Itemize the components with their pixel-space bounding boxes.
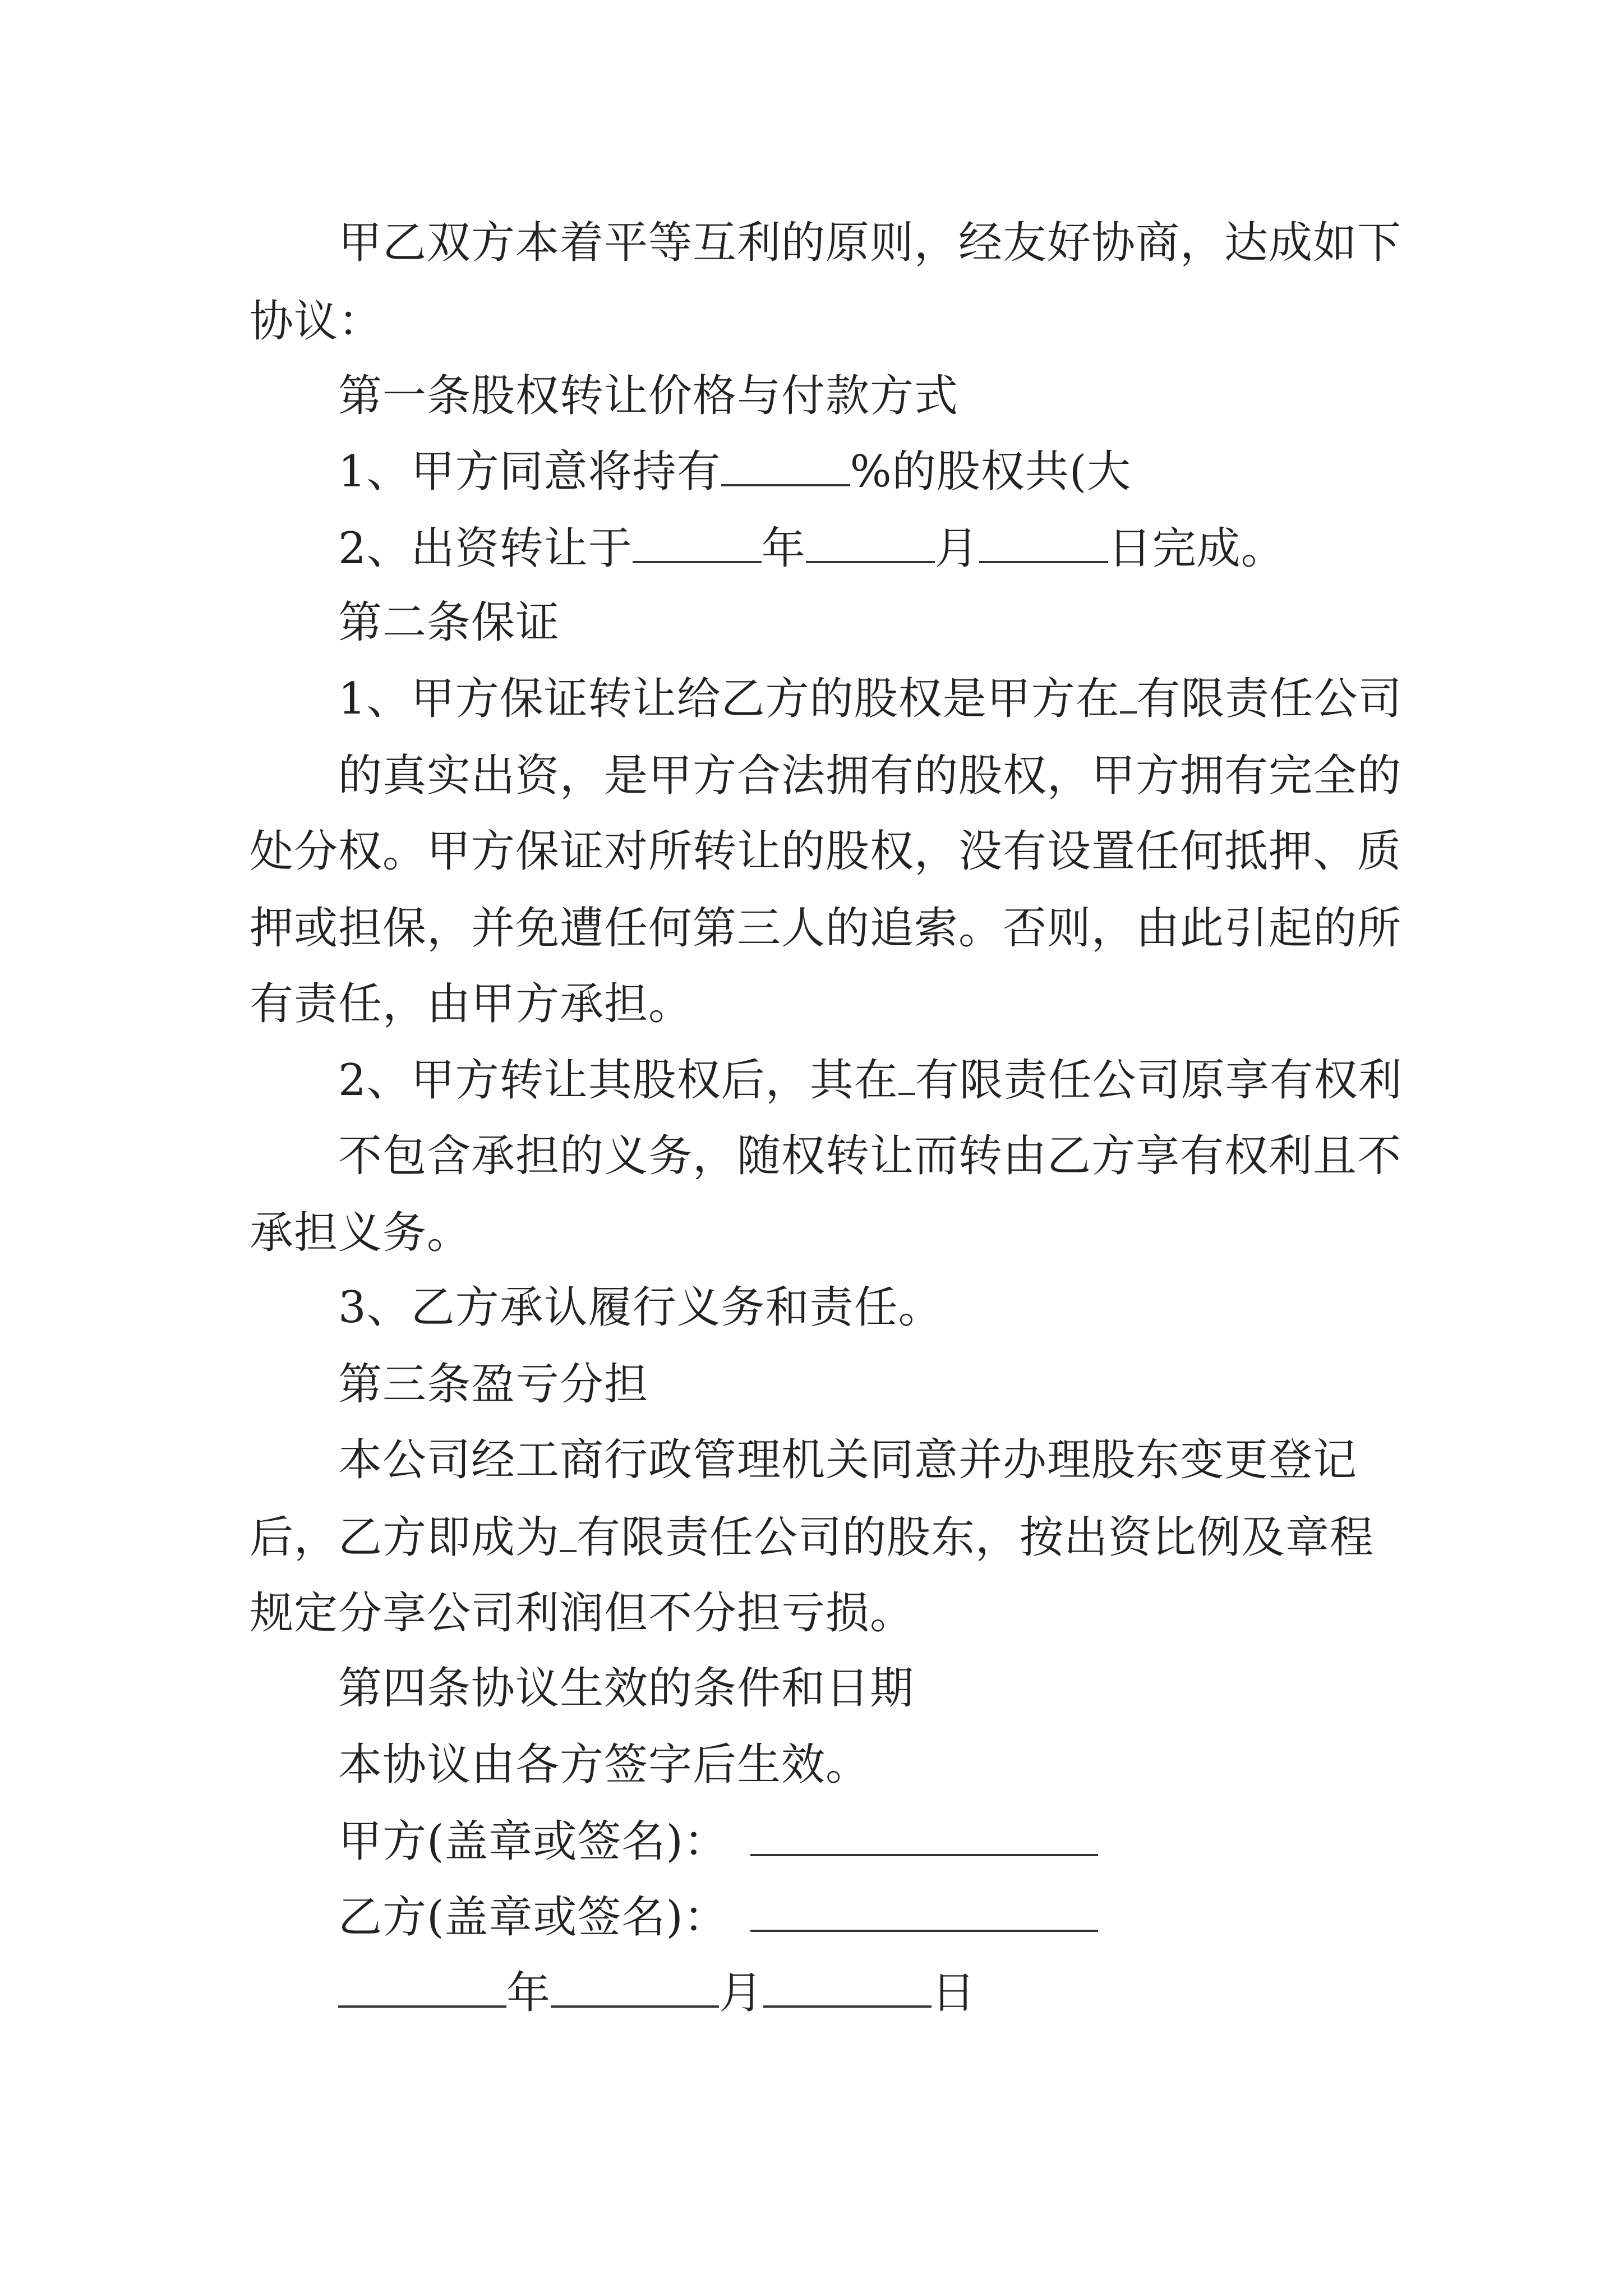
signing-date-line [338, 1966, 976, 2020]
intro-text-1: 甲乙双方本着平等互利的原则，经友好协商，达成如下 [338, 218, 1402, 268]
article-3-title-text: 第三条盈亏分担 [338, 1359, 649, 1410]
party-b-signature-blank [750, 1895, 1098, 1932]
article-2-item-2-text-l3: 承担义务。 [250, 1208, 472, 1258]
article-4-title [338, 1662, 914, 1715]
article-4-line-1 [338, 1738, 870, 1792]
party-b-signature-line [338, 1890, 1098, 1944]
article-1-item-2-text: 2、出资转让于 [338, 523, 633, 574]
transfer-month-label: 月 [934, 523, 979, 574]
article-1-item-1-text-b: %的股权共(大 [850, 447, 1132, 497]
signing-year-blank [338, 1971, 506, 2008]
party-a-signature-line [338, 1815, 1098, 1869]
article-2-item-2-text-a: 2、甲方转让其股权后，其在 [338, 1055, 898, 1106]
signing-day-label: 日 [932, 1968, 976, 2018]
signing-day-blank [763, 1971, 932, 2008]
article-4-text-l1: 本协议由各方签字后生效。 [338, 1740, 870, 1790]
article-2-item-1-text-l5: 有责任，由甲方承担。 [250, 979, 693, 1029]
article-2-item-2-text-l2: 不包含承担的义务，随权转让而转由乙方享有权利且不 [338, 1131, 1402, 1181]
article-2-item-1-text-l2: 的真实出资，是甲方合法拥有的股权，甲方拥有完全的 [338, 751, 1402, 801]
company-name-blank-3 [560, 1515, 577, 1552]
article-3-text-l2-a: 后，乙方即成为 [250, 1512, 560, 1563]
article-2-item-1-line-1 [338, 672, 1403, 726]
article-2-item-2-line-3 [250, 1206, 471, 1260]
signing-month-label: 月 [719, 1968, 764, 2018]
article-1-item-2 [338, 522, 1285, 576]
intro-line-2 [250, 295, 382, 348]
article-3-title [338, 1358, 648, 1411]
article-2-item-3 [338, 1281, 943, 1335]
percentage-blank [721, 449, 850, 486]
article-2-item-2-line-1 [338, 1053, 1403, 1107]
company-name-blank-1 [1120, 677, 1137, 714]
article-3-line-1 [338, 1433, 1357, 1487]
article-2-item-1-text-l3: 处分权。甲方保证对所转让的股权，没有设置任何抵押、质 [250, 826, 1402, 877]
article-2-item-2-text-b: 有限责任公司原享有权利 [915, 1055, 1403, 1106]
article-1-title-text: 第一条股权转让价格与付款方式 [338, 371, 959, 421]
party-a-signature-blank [750, 1819, 1098, 1856]
signing-year-label: 年 [506, 1968, 551, 2018]
article-1-title [338, 369, 958, 423]
article-3-text-l1: 本公司经工商行政管理机关同意并办理股东变更登记 [338, 1435, 1358, 1485]
party-a-label: 甲方(盖章或签名)： [338, 1816, 728, 1867]
article-1-item-1-text-a: 1、甲方同意将持有 [338, 447, 721, 497]
company-name-blank-2 [898, 1058, 915, 1095]
article-4-title-text: 第四条协议生效的条件和日期 [338, 1663, 915, 1714]
article-3-line-2 [250, 1511, 1374, 1565]
party-b-label: 乙方(盖章或签名)： [338, 1892, 728, 1943]
article-3-text-l3: 规定分享公司利润但不分担亏损。 [250, 1588, 915, 1639]
signing-month-blank [551, 1971, 719, 2008]
article-2-item-1-text-b: 有限责任公司 [1136, 674, 1403, 724]
article-1-item-1 [338, 445, 1131, 499]
article-3-text-l2-b: 有限责任公司的股东，按出资比例及章程 [577, 1512, 1375, 1563]
article-2-title-text: 第二条保证 [338, 597, 560, 648]
article-2-item-1-line-4 [250, 901, 1401, 955]
transfer-day-blank [979, 526, 1108, 563]
intro-line-1 [338, 216, 1401, 270]
article-2-item-1-line-2 [338, 749, 1401, 803]
article-2-item-2-line-2 [338, 1129, 1401, 1183]
article-3-line-3 [250, 1586, 914, 1640]
transfer-year-blank [633, 526, 762, 563]
article-2-item-3-text: 3、乙方承认履行义务和责任。 [338, 1282, 943, 1333]
transfer-year-label: 年 [761, 523, 806, 574]
article-2-item-1-line-3 [250, 825, 1401, 878]
article-2-title [338, 596, 560, 650]
article-2-item-1-text-a: 1、甲方保证转让给乙方的股权是甲方在 [338, 674, 1120, 724]
transfer-month-blank [806, 526, 935, 563]
article-2-item-1-text-l4: 押或担保，并免遭任何第三人的追索。否则，由此引起的所 [250, 903, 1402, 954]
intro-text-2: 协议： [250, 296, 383, 347]
transfer-day-label: 日完成。 [1108, 523, 1285, 574]
article-2-item-1-line-5 [250, 977, 693, 1031]
